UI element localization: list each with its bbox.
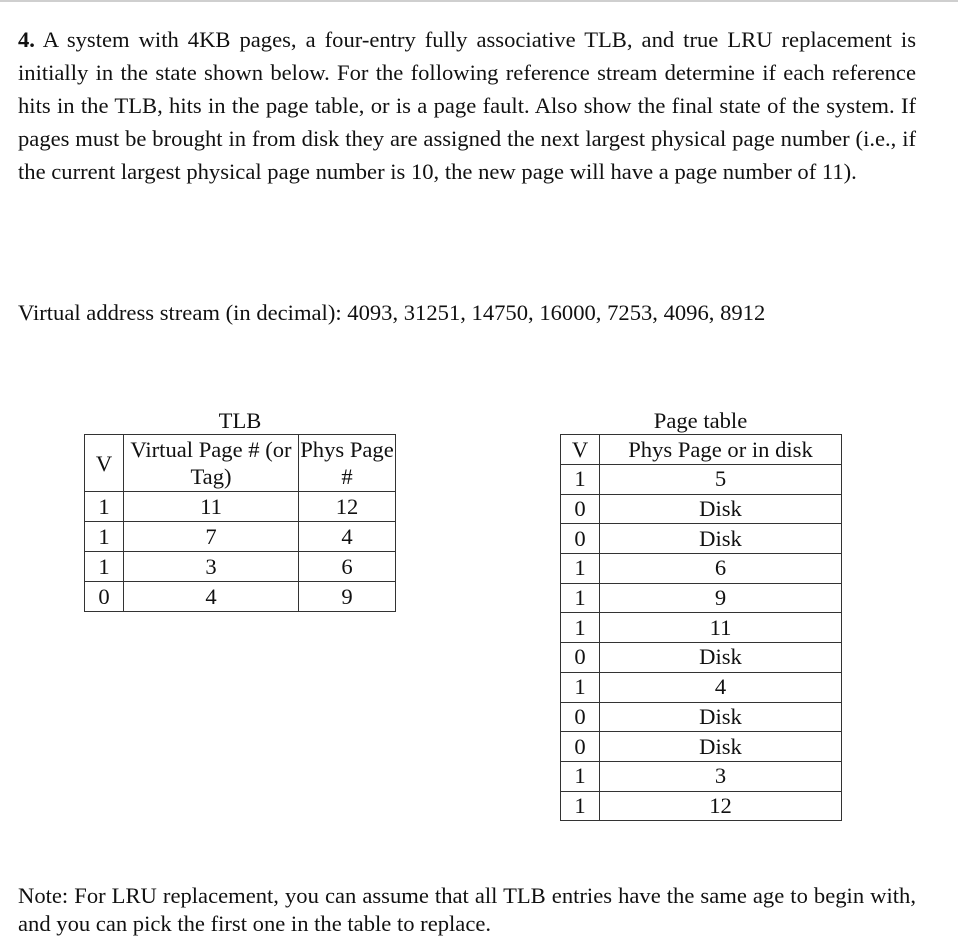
page-table-phys-cell: 6 bbox=[600, 554, 842, 584]
page-table-phys-cell: 9 bbox=[600, 583, 842, 613]
page-table-row bbox=[561, 524, 842, 554]
tlb-valid-cell: 1 bbox=[85, 552, 124, 582]
page-table-row bbox=[561, 732, 842, 762]
page-table-valid-cell: 1 bbox=[561, 465, 600, 495]
tlb-phys-cell: 12 bbox=[299, 492, 396, 522]
page-table-valid-cell: 0 bbox=[561, 702, 600, 732]
page-table-row bbox=[561, 702, 842, 732]
page-table-header-row bbox=[561, 435, 842, 465]
tlb-title: TLB bbox=[218, 408, 262, 433]
page-table-phys-cell: 3 bbox=[600, 761, 842, 791]
tlb-header-row bbox=[85, 435, 396, 492]
page-table-valid-cell: 1 bbox=[561, 583, 600, 613]
tlb-header-tag: Virtual Page # (or Tag) bbox=[124, 435, 299, 492]
tlb-row bbox=[85, 552, 396, 582]
address-stream: Virtual address stream (in decimal): 4093, 31251, 14750, 16000, 7253, 4096, 8912 bbox=[18, 300, 766, 325]
page-table-valid-cell: 0 bbox=[561, 494, 600, 524]
page-table-row bbox=[561, 791, 842, 821]
page-table-row bbox=[561, 583, 842, 613]
tlb-phys-cell: 6 bbox=[299, 552, 396, 582]
page-table-row bbox=[561, 761, 842, 791]
page-table-valid-cell: 1 bbox=[561, 554, 600, 584]
page-table-row bbox=[561, 494, 842, 524]
tlb-row bbox=[85, 522, 396, 552]
page-table-row bbox=[561, 672, 842, 702]
tlb-phys-cell: 9 bbox=[299, 582, 396, 612]
page-table-valid-cell: 0 bbox=[561, 524, 600, 554]
page-table-phys-cell: 5 bbox=[600, 465, 842, 495]
tlb-valid-cell: 1 bbox=[85, 522, 124, 552]
page-table-valid-cell: 1 bbox=[561, 672, 600, 702]
tlb-valid-cell: 0 bbox=[85, 582, 124, 612]
page-table-valid-cell: 0 bbox=[561, 643, 600, 673]
page-table-valid-cell: 1 bbox=[561, 761, 600, 791]
question-number: 4. bbox=[18, 27, 35, 52]
page-table-phys-cell: 12 bbox=[600, 791, 842, 821]
tlb-table bbox=[84, 434, 396, 612]
page-table-phys-cell: Disk bbox=[600, 524, 842, 554]
tlb-row bbox=[85, 582, 396, 612]
tlb-tag-cell: 7 bbox=[124, 522, 299, 552]
top-divider bbox=[0, 0, 958, 2]
page-table-phys-cell: Disk bbox=[600, 732, 842, 762]
page-table-row bbox=[561, 643, 842, 673]
tlb-row bbox=[85, 492, 396, 522]
question-body: A system with 4KB pages, a four-entry fully associative TLB, and true LRU replacement is initially in the state shown below. For the following reference stream determine if each reference hits in the TLB, hits in the page table, or is a page fault. Also show the final state of the system. If pages must be brought in from disk they are assigned the next largest physical page number (i.e., if the current largest physical page number is 10, the new page will have a page number of 11). bbox=[18, 27, 916, 184]
tlb-valid-cell: 1 bbox=[85, 492, 124, 522]
question-text bbox=[18, 23, 916, 188]
page-table-phys-cell: 4 bbox=[600, 672, 842, 702]
tlb-phys-cell: 4 bbox=[299, 522, 396, 552]
page-table-row bbox=[561, 465, 842, 495]
page-table-valid-cell: 0 bbox=[561, 732, 600, 762]
page-table-valid-cell: 1 bbox=[561, 791, 600, 821]
tlb-body bbox=[85, 492, 396, 612]
tlb-tag-cell: 3 bbox=[124, 552, 299, 582]
page-table-title: Page table bbox=[653, 408, 748, 433]
tlb-header-v: V bbox=[85, 435, 124, 492]
page-table-phys-cell: Disk bbox=[600, 643, 842, 673]
tlb-tag-cell: 4 bbox=[124, 582, 299, 612]
page-table-phys-cell: Disk bbox=[600, 702, 842, 732]
page-table bbox=[560, 434, 842, 821]
page-table-header-phys: Phys Page or in disk bbox=[600, 435, 842, 465]
page-table-valid-cell: 1 bbox=[561, 613, 600, 643]
lru-note: Note: For LRU replacement, you can assume that all TLB entries have the same age to begin with, and you can pick the first one in the table to replace. bbox=[18, 883, 916, 936]
tlb-header-phys: Phys Page # bbox=[299, 435, 396, 492]
page-table-body bbox=[561, 465, 842, 821]
page-table-row bbox=[561, 554, 842, 584]
page-table-header-v: V bbox=[561, 435, 600, 465]
page-table-phys-cell: Disk bbox=[600, 494, 842, 524]
page-table-row bbox=[561, 613, 842, 643]
page-table-phys-cell: 11 bbox=[600, 613, 842, 643]
tlb-tag-cell: 11 bbox=[124, 492, 299, 522]
